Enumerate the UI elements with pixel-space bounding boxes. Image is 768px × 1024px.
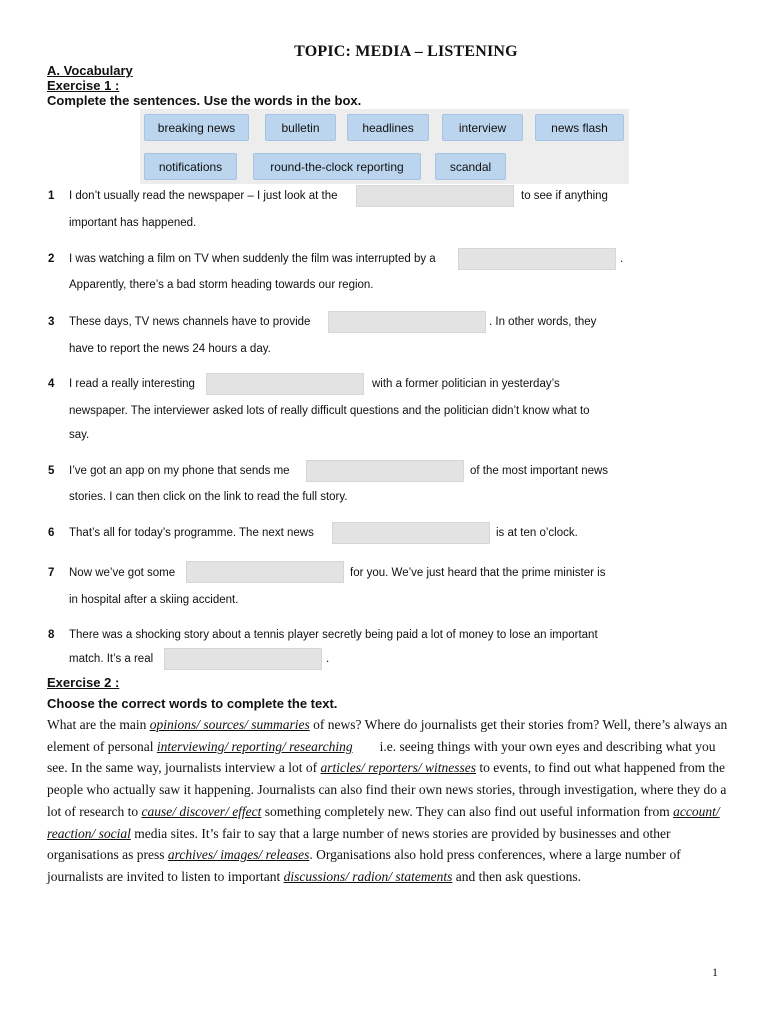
word-chip: interview — [442, 114, 523, 141]
exercise1-heading: Exercise 1 : — [47, 78, 120, 93]
text-run: i.e. seeing things with your own eyes and describing what you see. In the same way, journalists interview a lot of — [47, 738, 719, 776]
exercise1-instruction: Complete the sentences. Use the words in the box. — [47, 93, 362, 108]
answer-blank[interactable] — [458, 248, 616, 270]
answer-blank[interactable] — [186, 561, 344, 583]
item-number: 5 — [48, 465, 55, 477]
item-number: 6 — [48, 527, 55, 539]
answer-blank[interactable] — [332, 522, 490, 544]
item-text: I read a really interesting — [69, 378, 195, 390]
item-text: . — [326, 653, 330, 665]
item-text: match. It’s a real — [69, 653, 154, 665]
exercise2-instruction: Choose the correct words to complete the text. — [47, 696, 338, 711]
item-text: There was a shocking story about a tennis player secretly being paid a lot of money to lose an important — [69, 629, 598, 641]
item-text: to see if anything — [521, 190, 608, 202]
word-chip: headlines — [347, 114, 429, 141]
item-text: Apparently, there’s a bad storm heading towards our region. — [69, 279, 374, 291]
word-choice[interactable]: discussions/ radion/ statements — [283, 868, 453, 884]
item-text: I don’t usually read the newspaper – I just look at the — [69, 190, 338, 202]
item-text: of the most important news — [470, 465, 609, 477]
word-chip: scandal — [435, 153, 506, 180]
word-chip: news flash — [535, 114, 624, 141]
item-text: important has happened. — [69, 217, 197, 229]
item-text: have to report the news 24 hours a day. — [69, 343, 271, 355]
item-text: These days, TV news channels have to provide — [69, 316, 311, 328]
exercise2-text — [47, 714, 737, 888]
text-run: something completely new. They can also find out useful information from — [261, 803, 674, 819]
page-title: TOPIC: MEDIA – LISTENING — [294, 43, 518, 60]
item-number: 4 — [48, 378, 55, 390]
text-run: to events, to find out what happened from the people who actually saw it happening. Journalists can also find their own news stories, through investigation, where they do a lot of research to — [47, 760, 727, 819]
word-choice[interactable]: opinions/ sources/ summaries — [149, 717, 310, 732]
word-chip: round-the-clock reporting — [253, 153, 421, 180]
item-text: in hospital after a skiing accident. — [69, 594, 239, 606]
item-number: 8 — [48, 629, 55, 641]
item-text: newspaper. The interviewer asked lots of really difficult questions and the politician didn’t know what to — [69, 405, 590, 417]
item-text: say. — [69, 429, 90, 441]
item-text: . — [620, 253, 624, 265]
item-number: 7 — [48, 567, 55, 579]
answer-blank[interactable] — [306, 460, 464, 482]
item-text: stories. I can then click on the link to read the full story. — [69, 491, 348, 503]
item-text: That’s all for today’s programme. The next news — [69, 527, 314, 539]
text-run: and then ask questions. — [452, 868, 581, 884]
item-number: 2 — [48, 253, 55, 265]
word-choice[interactable]: articles/ reporters/ witnesses — [320, 760, 477, 776]
item-text: I was watching a film on TV when suddenly the film was interrupted by a — [69, 253, 436, 265]
word-choice[interactable]: archives/ images/ releases — [167, 847, 310, 863]
answer-blank[interactable] — [206, 373, 364, 395]
item-text: . In other words, they — [489, 316, 597, 328]
item-text: with a former politician in yesterday’s — [372, 378, 560, 390]
text-run: media sites. It’s fair to say that a large number of news stories are provided by businesses and other organisations as press — [47, 825, 671, 863]
word-choice[interactable]: cause/ discover/ effect — [141, 803, 262, 819]
page-number: 1 — [712, 965, 718, 979]
item-text: is at ten o’clock. — [496, 527, 578, 539]
section-heading: A. Vocabulary — [47, 63, 133, 78]
word-choice[interactable]: account/ reaction/ social — [47, 803, 720, 841]
answer-blank[interactable] — [328, 311, 486, 333]
text-run: of news? Where do journalists get their stories from? Well, there’s always an element of personal — [47, 717, 728, 754]
item-number: 1 — [48, 190, 55, 202]
exercise2-heading: Exercise 2 : — [47, 675, 120, 690]
item-text: for you. We’ve just heard that the prime minister is — [350, 567, 606, 579]
word-chip: notifications — [144, 153, 237, 180]
text-run: . Organisations also hold press conferences, where a large number of journalists are invited to listen to important — [47, 847, 681, 884]
answer-blank[interactable] — [164, 648, 322, 670]
answer-blank[interactable] — [356, 185, 514, 207]
word-choice[interactable]: interviewing/ reporting/ researching — [156, 738, 353, 754]
item-number: 3 — [48, 316, 55, 328]
item-text: I’ve got an app on my phone that sends me — [69, 465, 290, 477]
item-text: Now we’ve got some — [69, 567, 176, 579]
word-chip: bulletin — [265, 114, 336, 141]
text-run: What are the main — [47, 717, 150, 732]
word-chip: breaking news — [144, 114, 249, 141]
